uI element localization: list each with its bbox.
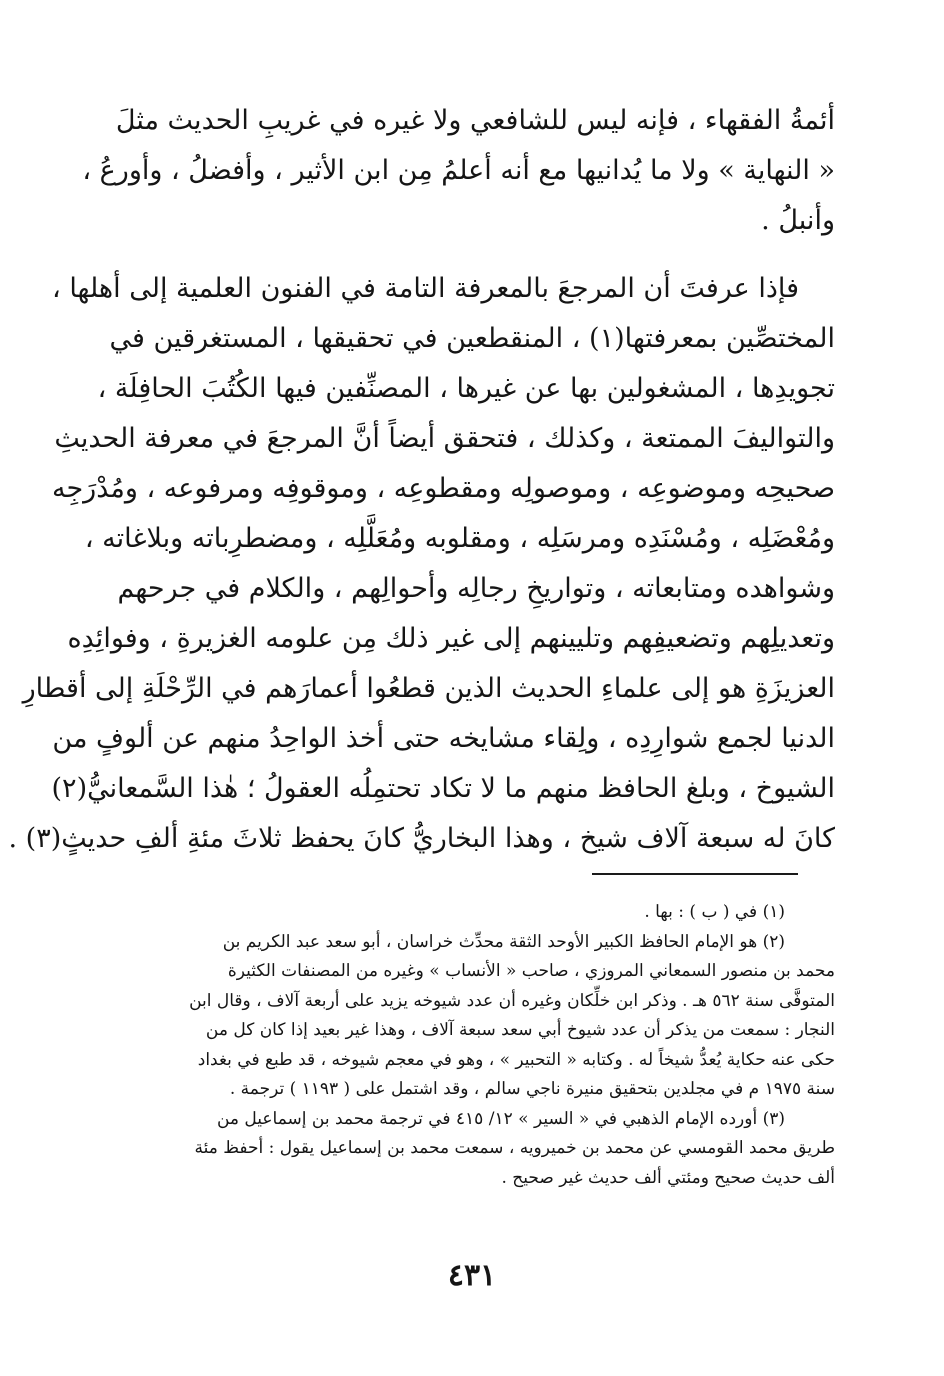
paragraph xyxy=(82,96,835,246)
text-line: كانَ له سبعة آلاف شيخ ، وهذا البخاريُّ كانَ يحفظ ثلاثَ مئةِ ألفِ حديثٍ(٣) . xyxy=(8,823,835,854)
text-line: صحيحِه وموضوعِه ، وموصولِه ومقطوعِه ، وموقوفِه ومرفوعه ، ومُدْرَجِه xyxy=(52,473,835,504)
footnotes xyxy=(115,898,835,1193)
main-text xyxy=(8,96,835,864)
text-line: تجويدِها ، المشغولين بها عن غيرها ، المصنِّفين فيها الكُتُبَ الحافِلَة ، xyxy=(97,373,835,404)
footnote-line: النجار : سمعت من يذكر أن عدد شيوخ أبي سعد سبعة آلاف ، وهذا غير بعيد إذا كان كل من xyxy=(205,1020,835,1040)
footnote-line: (١) في ( ب ) : بها . xyxy=(644,902,785,922)
text-line: وشواهده ومتابعاته ، وتواريخِ رجالِه وأحوالِهم ، والكلام في جرحهم xyxy=(117,573,835,604)
text-line: ومُعْضَلِه ، ومُسْنَدِه ومرسَلِه ، ومقلوبه ومُعَلَّلِه ، ومضطرِباته وبلاغاته ، xyxy=(84,523,835,554)
footnote-line: طريق محمد القومسي عن محمد بن خميرويه ، سمعت محمد بن إسماعيل يقول : أحفظ مئة xyxy=(194,1138,835,1158)
text-line: فإذا عرفتَ أن المرجعَ بالمعرفة التامة في الفنون العلمية إلى أهلها ، xyxy=(52,273,799,304)
text-line: « النهاية » ولا ما يُدانيها مع أنه أعلمُ مِن ابن الأثير ، وأفضلُ ، وأورعُ ، xyxy=(82,155,835,186)
text-line: الدنيا لجمع شوارِدِه ، ولِقاء مشايخه حتى أخذ الواحِدُ منهم عن ألوفٍ من xyxy=(52,723,835,754)
text-line: وتعديلِهم وتضعيفِهم وتليينهم إلى غير ذلك مِن علومه الغزيرةِ ، وفوائِدِه xyxy=(67,623,835,654)
footnote-line: (٢) هو الإمام الحافظ الكبير الأوحد الثقة محدِّث خراسان ، أبو سعد عبد الكريم بن xyxy=(222,931,785,952)
text-line: العزيزَةِ هو إلى علماءِ الحديث الذين قطعُوا أعمارَهم في الرِّحْلَةِ إلى أقطارِ xyxy=(22,673,835,704)
text-line: وأنبلُ . xyxy=(761,205,835,236)
footnote-line: سنة ١٩٧٥ م في مجلدين بتحقيق منيرة ناجي سالم ، وقد اشتمل على ( ١١٩٣ ) ترجمة . xyxy=(229,1079,835,1099)
footnote-separator xyxy=(592,873,798,875)
footnote-line: حكى عنه حكاية يُعدُّ شيخاً له . وكتابه « التحبير » ، وهو في معجم شيوخه ، قد طبع في بغداد xyxy=(197,1049,835,1070)
text-line: والتواليفَ الممتعة ، وكذلك ، فتحقق أيضاً أنَّ المرجعَ في معرفة الحديثِ xyxy=(54,423,835,454)
footnote-line: المتوفَّى سنة ٥٦٢ هـ . وذكر ابن خلِّكان وغيره أن عدد شيوخه يزيد على أربعة آلاف ، وقال ابن xyxy=(189,990,835,1011)
paragraph-gap xyxy=(145,246,835,264)
text-line: الشيوخ ، وبلغ الحافظ منهم ما لا تكاد تحتمِلُه العقولُ ؛ هٰذا السَّمعانيُّ(٢) xyxy=(51,773,835,804)
text-line: المختصِّين بمعرفتها(١) ، المنقطعين في تحقيقها ، المستغرقين في xyxy=(109,323,835,354)
paragraph xyxy=(8,264,835,864)
footnote-line: ألف حديث صحيح ومئتي ألف حديث غير صحيح . xyxy=(501,1167,835,1188)
footnote-line: (٣) أورده الإمام الذهبي في « السير » ١٢/ ٤١٥ في ترجمة محمد بن إسماعيل من xyxy=(216,1108,785,1129)
page-number: ٤٣١ xyxy=(447,1258,497,1293)
footnote-line: محمد بن منصور السمعاني المروزي ، صاحب « الأنساب » وغيره من المصنفات الكثيرة xyxy=(227,961,835,981)
text-line: أئمةُ الفقهاء ، فإنه ليس للشافعي ولا غيره في غريبِ الحديث مثلَ xyxy=(115,105,835,136)
